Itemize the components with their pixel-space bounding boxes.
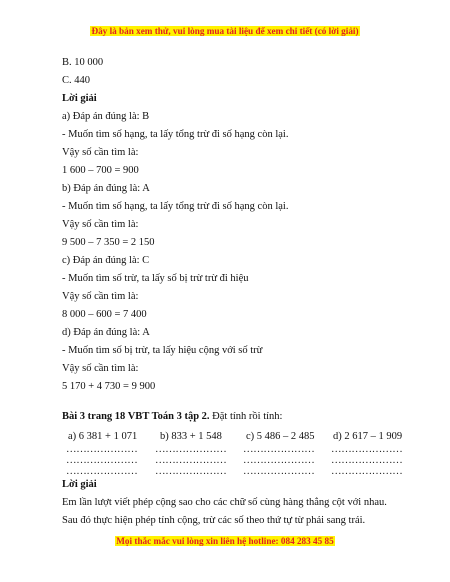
answer-blank: ………………… xyxy=(155,444,227,455)
problem-a: a) 6 381 + 1 071 xyxy=(68,431,138,442)
answer-blank: ………………… xyxy=(66,466,138,477)
hotline-banner xyxy=(0,536,450,546)
exercise-3-title: Bài 3 trang 18 VBT Toán 3 tập 2. xyxy=(62,411,210,422)
exercise-3-explanation-2: Sau đó thực hiện phép tính cộng, trừ các số theo thứ tự từ phải sang trái. xyxy=(62,515,366,526)
option-c: C. 440 xyxy=(62,75,91,86)
exercise-3-heading xyxy=(62,410,282,424)
solution-heading: Lời giải xyxy=(62,93,97,104)
part-c-rule: - Muốn tìm số trừ, ta lấy số bị trừ trừ đi hiệu xyxy=(62,273,249,284)
part-b-answer: b) Đáp án đúng là: A xyxy=(62,183,150,194)
part-d-calc: 5 170 + 4 730 = 9 900 xyxy=(62,381,156,392)
answer-blank: ………………… xyxy=(155,455,227,466)
exercise-3-explanation-1: Em lần lượt viết phép cộng sao cho các chữ số cùng hàng thẳng cột với nhau. xyxy=(62,497,387,508)
problem-d: d) 2 617 – 1 909 xyxy=(333,431,403,442)
answer-blank: ………………… xyxy=(66,444,138,455)
answer-blank: ………………… xyxy=(243,444,315,455)
preview-notice-text: Đây là bản xem thử, vui lòng mua tài liệu để xem chi tiết (có lời giải) xyxy=(91,26,359,36)
answer-blank: ………………… xyxy=(331,455,403,466)
preview-notice-banner xyxy=(0,26,450,36)
answer-blank: ………………… xyxy=(66,455,138,466)
answer-blank: ………………… xyxy=(331,444,403,455)
problem-c: c) 5 486 – 2 485 xyxy=(246,431,315,442)
problem-b: b) 833 + 1 548 xyxy=(160,431,222,442)
exercise-3-instruction: Đặt tính rồi tính: xyxy=(209,411,283,422)
part-a-rule: - Muốn tìm số hạng, ta lấy tổng trừ đi số hạng còn lại. xyxy=(62,129,289,140)
part-d-rule: - Muốn tìm số bị trừ, ta lấy hiệu cộng với số trừ xyxy=(62,345,263,356)
part-c-calc: 8 000 – 600 = 7 400 xyxy=(62,309,147,320)
part-b-rule: - Muốn tìm số hạng, ta lấy tổng trừ đi số hạng còn lại. xyxy=(62,201,289,212)
exercise-3-solution-heading: Lời giải xyxy=(62,479,97,490)
part-d-lead: Vậy số cần tìm là: xyxy=(62,363,139,374)
part-a-calc: 1 600 – 700 = 900 xyxy=(62,165,139,176)
part-d-answer: d) Đáp án đúng là: A xyxy=(62,327,150,338)
part-b-lead: Vậy số cần tìm là: xyxy=(62,219,139,230)
answer-blank: ………………… xyxy=(155,466,227,477)
part-c-answer: c) Đáp án đúng là: C xyxy=(62,255,150,266)
part-a-answer: a) Đáp án đúng là: B xyxy=(62,111,150,122)
answer-blank: ………………… xyxy=(331,466,403,477)
part-a-lead: Vậy số cần tìm là: xyxy=(62,147,139,158)
part-b-calc: 9 500 – 7 350 = 2 150 xyxy=(62,237,155,248)
hotline-text: Mọi thắc mắc vui lòng xin liên hệ hotline: 084 283 45 85 xyxy=(116,536,334,546)
option-b: B. 10 000 xyxy=(62,57,104,68)
part-c-lead: Vậy số cần tìm là: xyxy=(62,291,139,302)
answer-blank: ………………… xyxy=(243,455,315,466)
answer-blank: ………………… xyxy=(243,466,315,477)
